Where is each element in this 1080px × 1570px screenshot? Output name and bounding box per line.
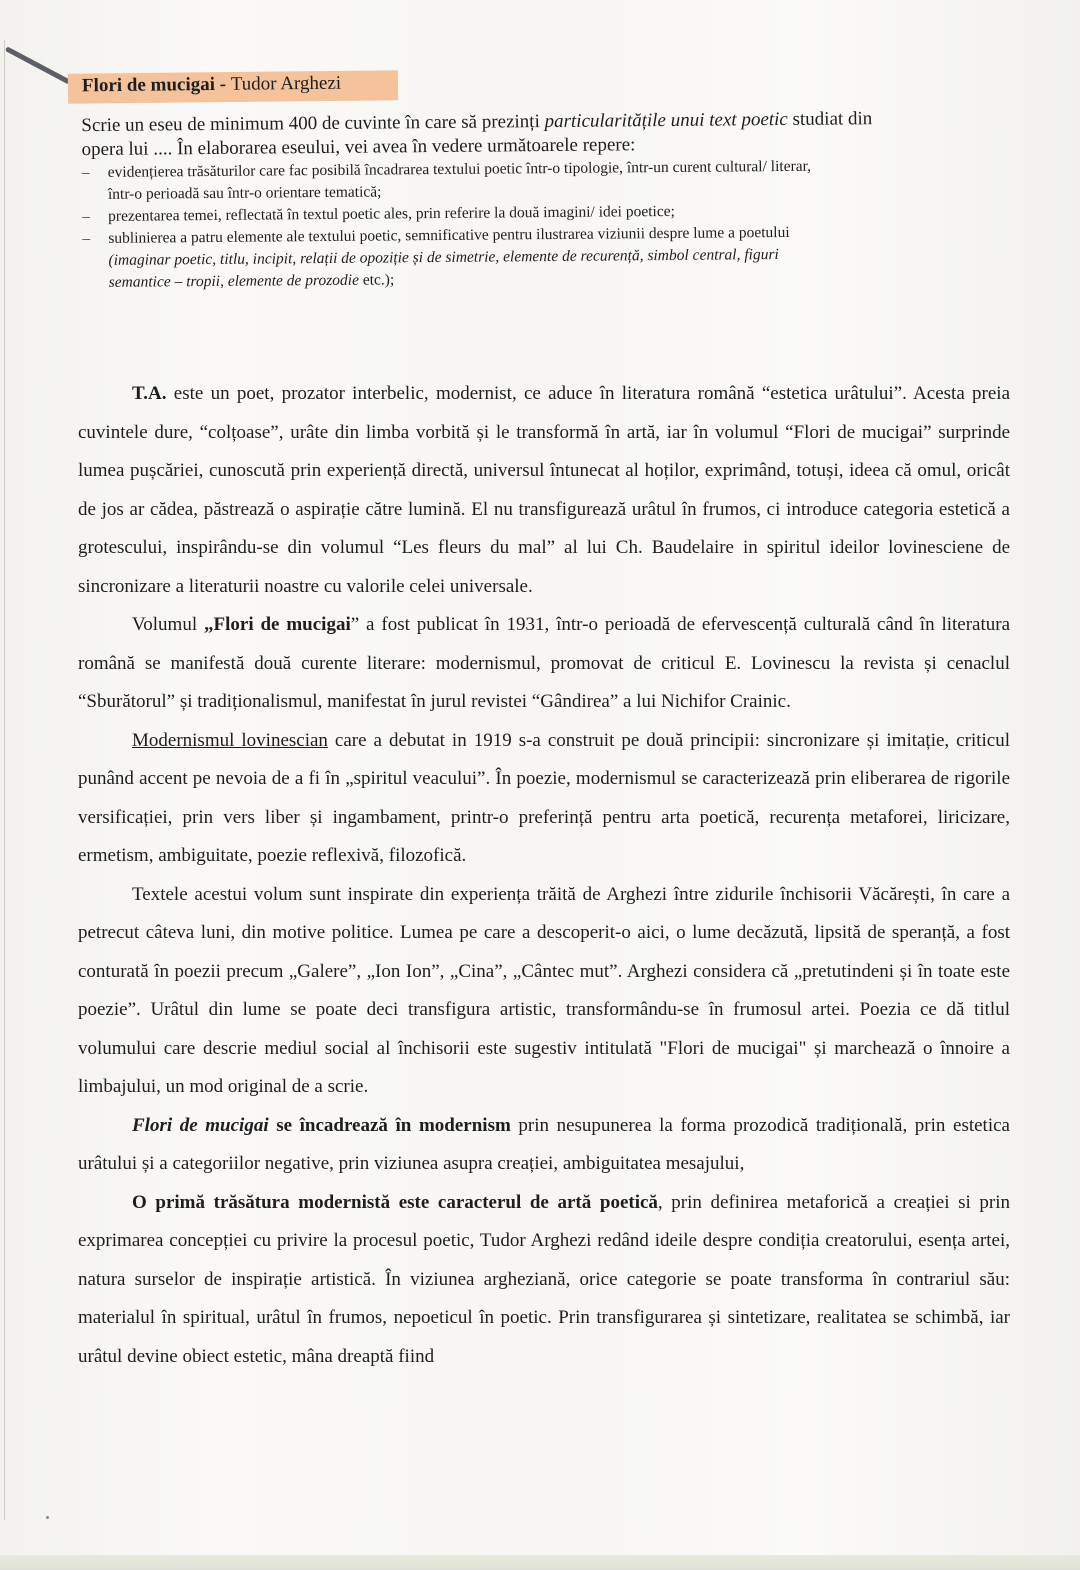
pen-mark <box>5 46 71 84</box>
task-instructions <box>81 106 1023 294</box>
paper-speck <box>46 1516 49 1519</box>
essay-paragraph-2: Volumul „Flori de mucigai” a fost publicat în 1931, într-o perioadă de efervescență culturală când în literatura română se manifestă două curente literare: modernismul, promovat de criticul E. Lovinescu la revista și cenaclul “Sburătorul” și tradiționalismul, manifestat în jurul revistei “Gândirea” a lui Nichifor Crainic. <box>78 614 1011 712</box>
task-line-1: Scrie un eseu de minimum 400 de cuvinte în care să prezinți particularitățile unui text poetic studiat din <box>81 108 873 137</box>
essay-paragraph-3: Modernismul lovinescian care a debutat in 1919 s-a construit pe două principii: sincronizare și imitație, criticul punând accent pe nevoia de a fi în „spiritul veacului”. În poezie, modernismul se caracterizează prin eliberarea de rigorile versificației, prin vers liber și ingambament, printr-o preferință pentru arta poetică, recurența metaforei, liricizare, ermetism, ambiguitate, poezie reflexivă, filozofică. <box>78 729 1010 866</box>
essay-paragraph-5: Flori de mucigai se încadrează în modernism prin nesupunerea la forma prozodică tradițională, prin estetica urâtului și a categoriilor negative, prin viziunea asupra creației, ambiguitatea mesajului, <box>78 1114 1010 1174</box>
work-title: Flori de mucigai <box>81 73 216 97</box>
task-bullet: – evidențierea trăsăturilor care fac posibilă încadrarea textului poetic într-o tipologie, într-un curent cultural/ literar, <box>82 154 1022 184</box>
page-title <box>82 73 341 98</box>
essay-paragraph-6: O primă trăsătura modernistă este caracterul de artă poetică, prin definirea metaforică a creației si prin exprimarea concepției cu privire la procesul poetic, Tudor Arghezi redând ideile despre condiția creatorului, esența artei, natura surselor de inspirație artistică. În viziunea argheziană, orice categorie se poate transforma în contrariul său: materialul în spiritual, urâtul în frumos, nepoeticul în poetic. Prin transfigurarea și sintetizare, realitatea se schimbă, iar urâtul devine obiect estetic, mâna dreaptă fiind <box>78 1191 1010 1367</box>
task-bullet-continuation: semantice – tropii, elemente de prozodie etc.); <box>108 271 395 291</box>
title-separator: - <box>214 73 231 95</box>
task-bullet-continuation: într-o perioadă sau într-o orientare tematică; <box>107 183 382 203</box>
task-bullet: – sublinierea a patru elemente ale textului poetic, semnificative pentru ilustrarea viziunii despre lume a poetului <box>82 220 1022 250</box>
essay-body <box>78 375 1010 1376</box>
task-line-2: opera lui .... În elaborarea eseului, vei avea în vedere următoarele repere: <box>81 134 636 161</box>
author-name: Tudor Arghezi <box>230 72 342 95</box>
task-bullet-continuation: (imaginar poetic, titlu, incipit, relații de opoziție și de simetrie, elemente de recurență, simbol central, figuri <box>108 246 779 269</box>
task-bullet: – prezentarea temei, reflectată în textul poetic ales, prin referire la două imagini/ idei poetice; <box>82 198 1022 228</box>
page-bottom-edge <box>0 1555 1080 1570</box>
page-edge <box>4 40 5 1520</box>
essay-paragraph-4: Textele acestui volum sunt inspirate din experiența trăită de Arghezi între zidurile închisorii Văcărești, în care a petrecut câteva luni, din motive politice. Lumea pe care a descoperit-o aici, o lume decăzută, lipsită de speranță, a fost conturată în poezii precum „Galere”, „Ion Ion”, „Cina”, „Cântec mut”. Arghezi considera că „pretutindeni și în toate este poezie”. Urâtul din lume se poate deci transfigura artistic, transformându-se în frumosul artei. Poezia ce dă titlul volumului care descrie mediul social al închisorii este sugestiv intitulată "Flori de mucigai" și marchează o înnoire a limbajului, un mod original de a scrie. <box>78 883 1010 1097</box>
essay-paragraph-1: T.A. este un poet, prozator interbelic, modernist, ce aduce în literatura română “estetica urâtului”. Acesta preia cuvintele dure, “colțoase”, urâte din limba vorbită și le transformă în artă, iar în volumul “Flori de mucigai” surprinde lumea pușcăriei, cunoscută prin experiență directă, universul întunecat al hoților, exprimând, totuși, ideea că omul, oricât de jos ar cădea, păstrează o aspirație către lumină. El nu transfigurează urâtul în frumos, ci introduce categoria estetică a grotescului, inspirându-se din volumul “Les fleurs du mal” al lui Ch. Baudelaire in spiritul ideilor lovinesciene de sincronizare a literaturii noastre cu valorile celei universale. <box>78 383 1010 597</box>
